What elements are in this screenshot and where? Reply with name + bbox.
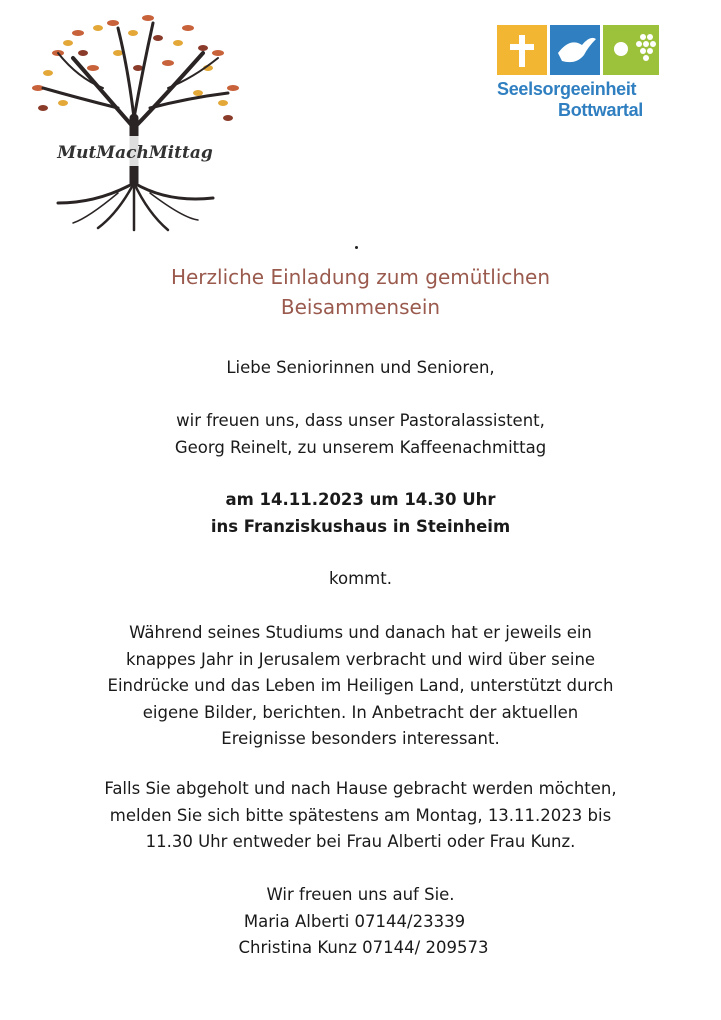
grapes-tile [603,25,659,75]
event-place: ins Franziskushaus in Steinheim [210,516,511,536]
contact-kunz: Christina Kunz 07144/ 209573 [238,938,489,957]
description-line2: knappes Jahr in Jerusalem verbracht und wird über seine [125,649,596,669]
pickup-paragraph [0,776,721,856]
invitation-heading [0,262,721,322]
description-line5: Ereignisse besonders interessant. [221,729,500,748]
event-details [0,487,721,540]
event-date: am 14.11.2023 um 14.30 Uhr [225,490,496,509]
logo-text: MutMachMittag [57,143,213,163]
closing-line: Wir freuen uns auf Sie. [266,885,455,904]
logo-name-line2: Bottwartal [558,100,644,120]
intro-line1: wir freuen uns, dass unser Pastoralassistent, [176,411,545,430]
pickup-line1: Falls Sie abgeholt und nach Hause gebracht werden möchten, [104,779,617,798]
logo-name-line1: Seelsorgeeinheit [497,79,637,99]
dot-mark [355,246,358,249]
mutmachmittag-logo [18,8,250,238]
closing-block [0,882,721,962]
dove-tile [550,25,600,75]
pickup-line2: melden Sie sich bitte spätestens am Montag, 13.11.2023 bis [109,805,612,825]
greeting: Liebe Seniorinnen und Senioren, [226,358,495,377]
tree-icon [18,8,250,238]
pickup-line3: 11.30 Uhr entweder bei Frau Alberti oder Frau Kunz. [145,832,576,851]
cross-icon [497,25,547,75]
cross-tile [497,25,547,75]
description-line1: Während seines Studiums und danach hat er jeweils ein [129,623,592,642]
description-paragraph [0,620,721,753]
intro-line2: Georg Reinelt, zu unserem Kaffeenachmittag [174,437,547,457]
intro-paragraph [0,408,721,461]
contact-alberti: Maria Alberti 07144/23339 [243,911,466,931]
dove-icon [550,25,600,75]
kommt-text: kommt. [329,569,392,588]
description-line4: eigene Bilder, berichten. In Anbetracht der aktuellen [142,702,579,722]
grapes-icon [603,25,659,75]
seelsorgeeinheit-logo [497,25,662,125]
description-line3: Eindrücke und das Leben im Heiligen Land, unterstützt durch [107,676,614,695]
heading-line2: Beisammensein [280,295,441,319]
heading-line1: Herzliche Einladung zum gemütlichen [170,265,551,289]
